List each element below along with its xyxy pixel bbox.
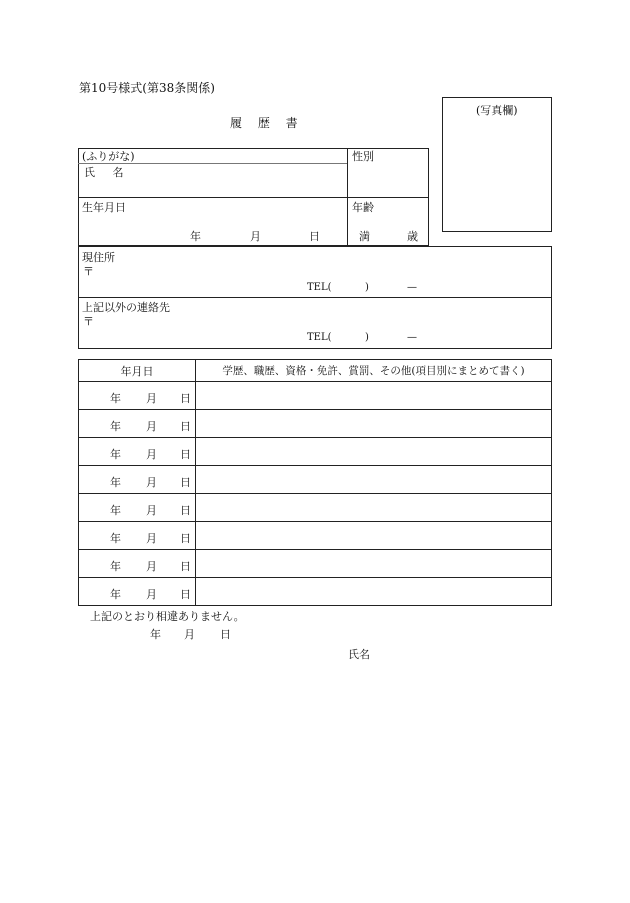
history-header-detail: 学歴、職歴、資格・免許、賞罰、その他(項目別にまとめて書く) xyxy=(196,360,552,382)
tel-label: TEL( xyxy=(307,282,332,293)
other-contact-label: 上記以外の連絡先 xyxy=(82,301,170,314)
table-row xyxy=(79,382,552,410)
history-header-date: 年月日 xyxy=(79,360,196,382)
history-day-unit: 日 xyxy=(180,504,191,517)
history-detail-cell[interactable] xyxy=(196,438,552,466)
history-date-cell[interactable] xyxy=(79,578,196,606)
history-month-unit: 月 xyxy=(146,504,157,517)
birth-month-unit: 月 xyxy=(250,230,261,243)
current-address-label: 現住所 xyxy=(82,251,115,264)
history-month-unit: 月 xyxy=(146,560,157,573)
history-date-cell[interactable] xyxy=(79,522,196,550)
history-day-unit: 日 xyxy=(180,476,191,489)
birth-year-unit: 年 xyxy=(190,230,201,243)
history-month-unit: 月 xyxy=(146,476,157,489)
photo-box xyxy=(442,97,552,232)
postal-mark: 〒 xyxy=(83,315,94,328)
table-row xyxy=(79,578,552,606)
table-row xyxy=(79,550,552,578)
history-date-cell[interactable] xyxy=(79,550,196,578)
history-year-unit: 年 xyxy=(110,476,121,489)
age-unit: 歳 xyxy=(407,230,418,243)
history-detail-cell[interactable] xyxy=(196,522,552,550)
history-month-unit: 月 xyxy=(146,532,157,545)
history-month-unit: 月 xyxy=(146,420,157,433)
form-number: 第10号様式(第38条関係) xyxy=(79,81,215,95)
name-label: 氏 名 xyxy=(84,166,124,179)
history-detail-cell[interactable] xyxy=(196,494,552,522)
gender-label: 性別 xyxy=(352,150,374,163)
table-row xyxy=(79,438,552,466)
history-detail-cell[interactable] xyxy=(196,578,552,606)
footer-month-unit: 月 xyxy=(184,628,195,641)
history-day-unit: 日 xyxy=(180,420,191,433)
history-year-unit: 年 xyxy=(110,560,121,573)
table-row xyxy=(79,466,552,494)
history-year-unit: 年 xyxy=(110,420,121,433)
table-row xyxy=(79,522,552,550)
history-day-unit: 日 xyxy=(180,532,191,545)
history-day-unit: 日 xyxy=(180,588,191,601)
history-day-unit: 日 xyxy=(180,448,191,461)
history-year-unit: 年 xyxy=(110,504,121,517)
age-full: 満 xyxy=(359,230,370,243)
tel-close: ) xyxy=(365,282,369,293)
history-day-unit: 日 xyxy=(180,392,191,405)
page-title: 履 歴 書 xyxy=(230,116,304,130)
history-year-unit: 年 xyxy=(110,392,121,405)
statement: 上記のとおり相違ありません。 xyxy=(90,610,245,623)
tel-close: ) xyxy=(365,332,369,343)
footer-day-unit: 日 xyxy=(220,628,231,641)
history-year-unit: 年 xyxy=(110,588,121,601)
furigana-label: (ふりがな) xyxy=(82,150,135,163)
history-detail-cell[interactable] xyxy=(196,382,552,410)
history-date-cell[interactable] xyxy=(79,438,196,466)
history-date-cell[interactable] xyxy=(79,466,196,494)
history-month-unit: 月 xyxy=(146,588,157,601)
history-table xyxy=(78,359,552,606)
footer-year-unit: 年 xyxy=(150,628,161,641)
history-detail-cell[interactable] xyxy=(196,466,552,494)
age-label: 年齢 xyxy=(352,201,374,214)
photo-label: (写真欄) xyxy=(476,104,518,117)
history-day-unit: 日 xyxy=(180,560,191,573)
history-date-cell[interactable] xyxy=(79,410,196,438)
history-detail-cell[interactable] xyxy=(196,550,552,578)
history-date-cell[interactable] xyxy=(79,494,196,522)
table-row xyxy=(79,494,552,522)
table-row xyxy=(79,410,552,438)
birth-label: 生年月日 xyxy=(82,201,126,214)
history-date-cell[interactable] xyxy=(79,382,196,410)
history-year-unit: 年 xyxy=(110,532,121,545)
history-month-unit: 月 xyxy=(146,392,157,405)
tel-dash: — xyxy=(407,332,417,343)
tel-dash: — xyxy=(407,282,417,293)
history-year-unit: 年 xyxy=(110,448,121,461)
signature-label: 氏名 xyxy=(348,648,370,661)
birth-day-unit: 日 xyxy=(309,230,320,243)
history-month-unit: 月 xyxy=(146,448,157,461)
history-detail-cell[interactable] xyxy=(196,410,552,438)
postal-mark: 〒 xyxy=(83,265,94,278)
tel-label: TEL( xyxy=(307,332,332,343)
